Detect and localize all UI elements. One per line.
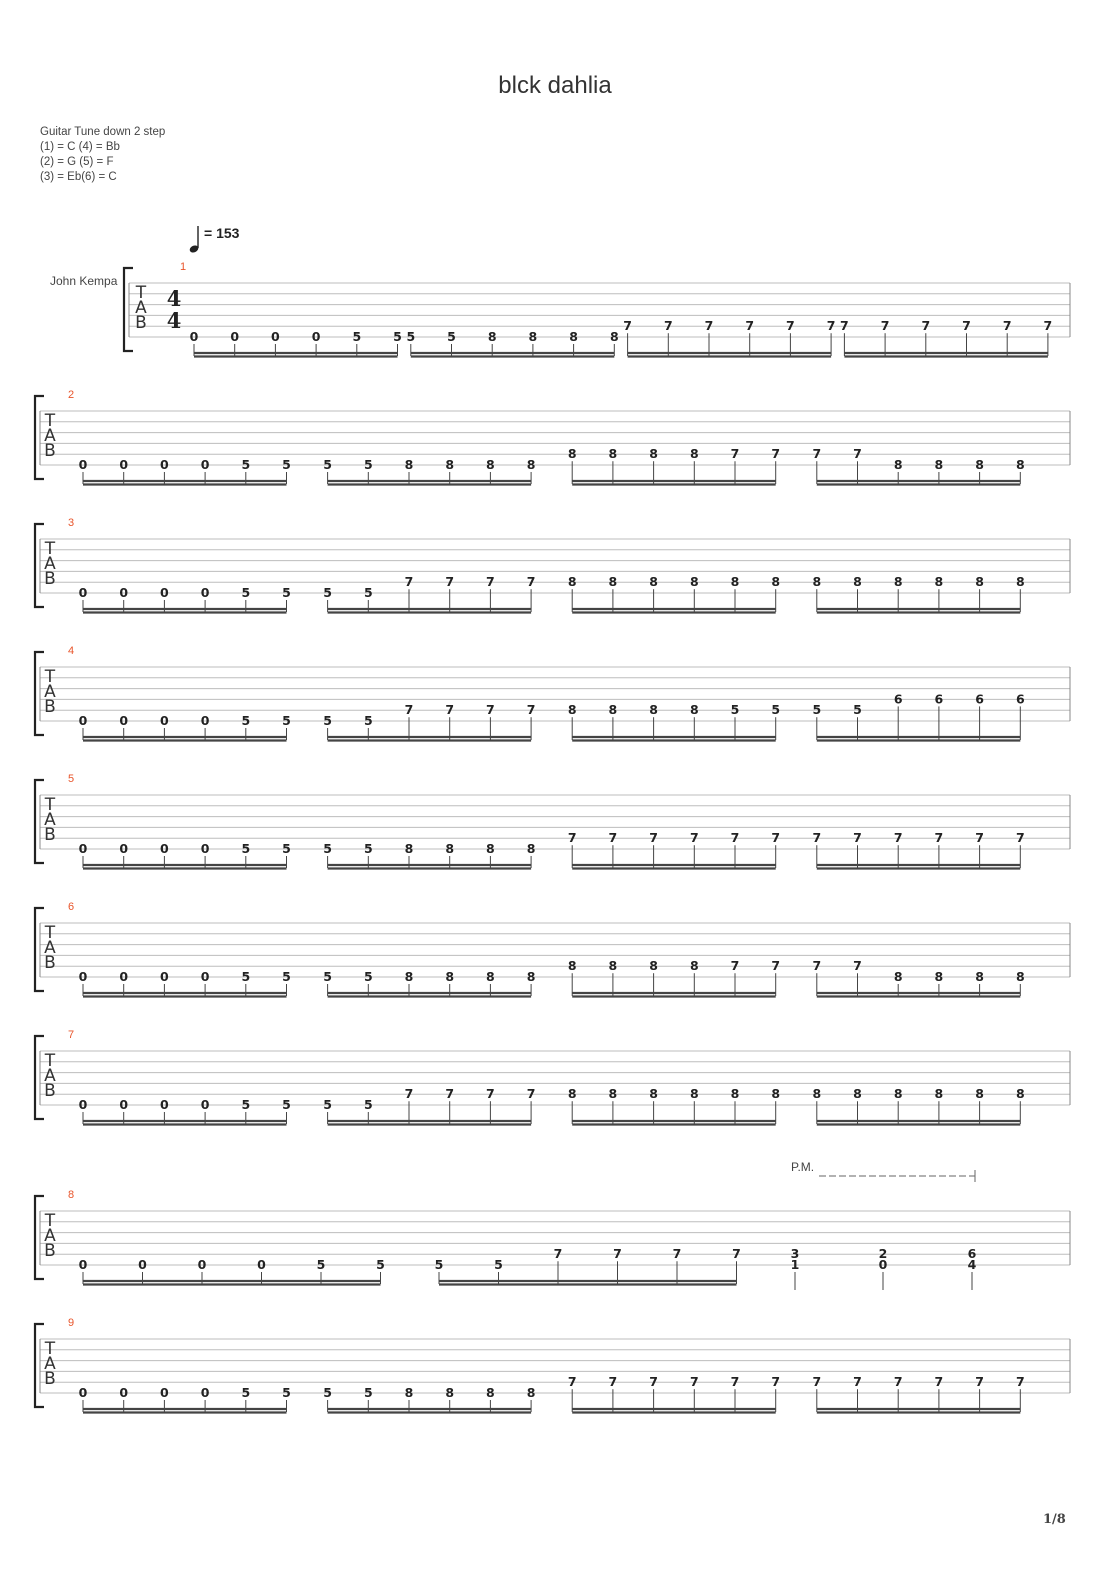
fret-number: 0 bbox=[200, 841, 210, 856]
instrument-name: John Kempa bbox=[50, 274, 118, 288]
fret-number: 7 bbox=[689, 830, 699, 846]
tab-clef-letter: A bbox=[135, 298, 147, 318]
fret-number: 7 bbox=[649, 830, 658, 846]
fret-number: 7 bbox=[1043, 318, 1053, 334]
fret-number: 5 bbox=[323, 1385, 332, 1400]
fret-number: 8 bbox=[689, 702, 699, 718]
tab-clef-letter: A bbox=[44, 1354, 56, 1374]
tab-clef-letter: T bbox=[44, 539, 56, 559]
fret-number: 5 bbox=[241, 585, 251, 600]
fret-number: 0 bbox=[78, 713, 88, 728]
fret-number: 8 bbox=[853, 574, 862, 590]
fret-number: 8 bbox=[893, 457, 903, 472]
fret-number: 8 bbox=[975, 574, 984, 590]
fret-number: 8 bbox=[404, 969, 414, 984]
fret-number: 7 bbox=[730, 1374, 740, 1390]
fret-number: 7 bbox=[445, 574, 455, 590]
fret-number: 7 bbox=[689, 1374, 699, 1390]
page-number: 1/8 bbox=[1043, 1512, 1066, 1527]
fret-number: 5 bbox=[323, 585, 332, 600]
fret-number: 8 bbox=[1015, 1086, 1025, 1102]
tab-system bbox=[35, 1317, 1070, 1413]
fret-number: 7 bbox=[975, 1374, 984, 1390]
fret-number: 7 bbox=[934, 830, 944, 846]
fret-number: 7 bbox=[445, 1086, 455, 1102]
fret-number: 5 bbox=[241, 457, 251, 472]
fret-number: 0 bbox=[119, 1385, 129, 1400]
fret-number: 7 bbox=[704, 318, 714, 334]
fret-number: 7 bbox=[404, 702, 414, 718]
fret-number: 8 bbox=[404, 841, 414, 856]
fret-number: 8 bbox=[812, 1086, 822, 1102]
fret-number: 0 bbox=[160, 457, 169, 472]
fret-number: 8 bbox=[567, 1086, 577, 1102]
fret-number: 5 bbox=[282, 713, 291, 728]
fret-number: 7 bbox=[853, 830, 862, 846]
fret-number: 0 bbox=[878, 1257, 888, 1272]
tuning-line: (2) = G (5) = F bbox=[40, 156, 114, 168]
fret-number: 8 bbox=[689, 958, 699, 974]
fret-number: 5 bbox=[241, 713, 251, 728]
fret-number: 8 bbox=[934, 1086, 944, 1102]
fret-number: 8 bbox=[812, 574, 822, 590]
fret-number: 5 bbox=[241, 841, 251, 856]
tab-clef-letter: A bbox=[44, 554, 56, 574]
fret-number: 8 bbox=[526, 1385, 536, 1400]
fret-number: 5 bbox=[853, 702, 862, 718]
fret-number: 7 bbox=[672, 1246, 682, 1262]
fret-number: 0 bbox=[197, 1257, 207, 1272]
fret-number: 8 bbox=[975, 1086, 984, 1102]
fret-number: 5 bbox=[323, 841, 332, 856]
fret-number: 8 bbox=[649, 1086, 658, 1102]
fret-number: 8 bbox=[486, 1385, 495, 1400]
fret-number: 8 bbox=[893, 1086, 903, 1102]
fret-number: 5 bbox=[282, 457, 291, 472]
fret-number: 7 bbox=[730, 958, 740, 974]
fret-number: 7 bbox=[853, 958, 862, 974]
fret-number: 5 bbox=[241, 1385, 251, 1400]
fret-number: 5 bbox=[241, 969, 251, 984]
measure-number: 7 bbox=[68, 1029, 75, 1041]
fret-number: 8 bbox=[567, 958, 577, 974]
fret-number: 0 bbox=[78, 1257, 88, 1272]
fret-number: 5 bbox=[434, 1257, 444, 1272]
fret-number: 5 bbox=[241, 1097, 251, 1112]
fret-number: 8 bbox=[569, 329, 578, 344]
fret-number: 7 bbox=[486, 702, 495, 718]
fret-number: 5 bbox=[282, 969, 291, 984]
tab-clef-letter: T bbox=[44, 667, 56, 687]
fret-number: 5 bbox=[323, 969, 332, 984]
tab-clef-letter: B bbox=[44, 697, 56, 717]
fret-number: 0 bbox=[78, 1385, 88, 1400]
fret-number: 8 bbox=[486, 457, 495, 472]
measure-number: 5 bbox=[68, 773, 75, 785]
fret-number: 8 bbox=[689, 446, 699, 462]
measure-number: 8 bbox=[68, 1189, 75, 1201]
fret-number: 8 bbox=[934, 969, 944, 984]
tab-clef-letter: B bbox=[44, 953, 56, 973]
tab-clef-letter: A bbox=[44, 810, 56, 830]
fret-number: 8 bbox=[609, 329, 619, 344]
fret-number: 5 bbox=[730, 702, 740, 718]
fret-number: 5 bbox=[363, 841, 373, 856]
fret-number: 5 bbox=[812, 702, 822, 718]
fret-number: 0 bbox=[230, 329, 240, 344]
tuning-line: (3) = Eb(6) = C bbox=[40, 171, 117, 183]
fret-number: 0 bbox=[119, 585, 129, 600]
fret-number: 7 bbox=[745, 318, 755, 334]
fret-number: 0 bbox=[200, 457, 210, 472]
fret-number: 0 bbox=[119, 457, 129, 472]
fret-number: 8 bbox=[487, 329, 497, 344]
fret-number: 8 bbox=[445, 457, 455, 472]
tab-clef-letter: A bbox=[44, 426, 56, 446]
fret-number: 0 bbox=[200, 1097, 210, 1112]
fret-number: 5 bbox=[494, 1257, 503, 1272]
fret-number: 7 bbox=[812, 1374, 822, 1390]
fret-number: 7 bbox=[880, 318, 890, 334]
tab-clef-letter: A bbox=[44, 1066, 56, 1086]
fret-number: 0 bbox=[78, 585, 88, 600]
fret-number: 7 bbox=[771, 958, 781, 974]
fret-number: 8 bbox=[445, 1385, 455, 1400]
tuning-line: (1) = C (4) = Bb bbox=[40, 141, 120, 153]
fret-number: 8 bbox=[649, 574, 658, 590]
fret-number: 5 bbox=[363, 1385, 373, 1400]
fret-number: 8 bbox=[649, 958, 658, 974]
fret-number: 5 bbox=[363, 713, 373, 728]
fret-number: 7 bbox=[445, 702, 455, 718]
fret-number: 0 bbox=[311, 329, 321, 344]
fret-number: 7 bbox=[893, 1374, 903, 1390]
fret-number: 8 bbox=[608, 574, 618, 590]
fret-number: 0 bbox=[189, 329, 199, 344]
fret-number: 0 bbox=[78, 1097, 88, 1112]
fret-number: 8 bbox=[689, 574, 699, 590]
fret-number: 8 bbox=[649, 446, 658, 462]
tab-clef-letter: B bbox=[44, 569, 56, 589]
fret-number: 7 bbox=[812, 958, 822, 974]
fret-number: 8 bbox=[730, 574, 740, 590]
fret-number: 8 bbox=[526, 969, 536, 984]
fret-number: 7 bbox=[1015, 1374, 1025, 1390]
fret-number: 6 bbox=[967, 1246, 977, 1262]
fret-number: 0 bbox=[200, 585, 210, 600]
fret-number: 7 bbox=[771, 830, 781, 846]
fret-number: 8 bbox=[404, 1385, 414, 1400]
fret-number: 0 bbox=[160, 1385, 169, 1400]
fret-number: 5 bbox=[771, 702, 781, 718]
fret-number: 8 bbox=[934, 574, 944, 590]
fret-number: 8 bbox=[445, 841, 455, 856]
tab-clef-letter: B bbox=[44, 1081, 56, 1101]
fret-number: 7 bbox=[771, 1374, 781, 1390]
fret-number: 7 bbox=[771, 446, 781, 462]
fret-number: 8 bbox=[567, 702, 577, 718]
fret-number: 7 bbox=[404, 574, 414, 590]
fret-number: 0 bbox=[119, 1097, 129, 1112]
fret-number: 8 bbox=[771, 1086, 781, 1102]
fret-number: 7 bbox=[526, 1086, 536, 1102]
fret-number: 0 bbox=[160, 713, 169, 728]
fret-number: 1 bbox=[790, 1257, 800, 1272]
fret-number: 0 bbox=[119, 841, 129, 856]
fret-number: 7 bbox=[1002, 318, 1012, 334]
fret-number: 8 bbox=[608, 446, 618, 462]
fret-number: 8 bbox=[1015, 574, 1025, 590]
fret-number: 8 bbox=[445, 969, 455, 984]
fret-number: 8 bbox=[608, 958, 618, 974]
tab-system bbox=[35, 1029, 1070, 1125]
fret-number: 7 bbox=[893, 830, 903, 846]
fret-number: 7 bbox=[826, 318, 836, 334]
fret-number: 0 bbox=[78, 841, 88, 856]
fret-number: 7 bbox=[732, 1246, 741, 1262]
fret-number: 5 bbox=[323, 1097, 332, 1112]
fret-number: 7 bbox=[840, 318, 849, 334]
fret-number: 5 bbox=[363, 457, 373, 472]
fret-number: 8 bbox=[526, 841, 536, 856]
tab-system bbox=[35, 1189, 1070, 1290]
tab-clef-letter: T bbox=[44, 795, 56, 815]
fret-number: 8 bbox=[1015, 969, 1025, 984]
fret-number: 8 bbox=[567, 574, 577, 590]
fret-number: 0 bbox=[257, 1257, 266, 1272]
fret-number: 8 bbox=[608, 702, 618, 718]
tab-clef-letter: T bbox=[44, 1339, 56, 1359]
fret-number: 7 bbox=[663, 318, 673, 334]
measure-number: 6 bbox=[68, 901, 75, 913]
fret-number: 8 bbox=[608, 1086, 618, 1102]
fret-number: 4 bbox=[967, 1257, 977, 1272]
fret-number: 0 bbox=[271, 329, 280, 344]
tab-system bbox=[35, 901, 1070, 997]
fret-number: 7 bbox=[649, 1374, 658, 1390]
tempo-value: = 153 bbox=[204, 225, 240, 241]
fret-number: 5 bbox=[282, 841, 291, 856]
fret-number: 8 bbox=[528, 329, 538, 344]
fret-number: 7 bbox=[623, 318, 632, 334]
tab-system bbox=[35, 389, 1070, 485]
fret-number: 7 bbox=[853, 1374, 862, 1390]
fret-number: 8 bbox=[934, 457, 944, 472]
fret-number: 7 bbox=[975, 830, 984, 846]
tab-clef-letter: A bbox=[44, 938, 56, 958]
fret-number: 0 bbox=[78, 969, 88, 984]
fret-number: 7 bbox=[486, 574, 495, 590]
tab-clef-letter: B bbox=[44, 441, 56, 461]
fret-number: 7 bbox=[730, 830, 740, 846]
tab-clef-letter: A bbox=[44, 1226, 56, 1246]
fret-number: 8 bbox=[853, 1086, 862, 1102]
palm-mute-label: P.M. bbox=[791, 1160, 815, 1174]
fret-number: 8 bbox=[486, 841, 495, 856]
fret-number: 7 bbox=[812, 830, 822, 846]
fret-number: 7 bbox=[553, 1246, 563, 1262]
fret-number: 8 bbox=[486, 969, 495, 984]
fret-number: 5 bbox=[447, 329, 456, 344]
fret-number: 6 bbox=[893, 691, 903, 707]
fret-number: 7 bbox=[962, 318, 971, 334]
fret-number: 7 bbox=[608, 830, 618, 846]
fret-number: 0 bbox=[160, 1097, 169, 1112]
fret-number: 8 bbox=[893, 969, 903, 984]
tab-clef-letter: T bbox=[44, 1211, 56, 1231]
fret-number: 0 bbox=[160, 841, 169, 856]
fret-number: 5 bbox=[323, 713, 332, 728]
fret-number: 2 bbox=[878, 1246, 888, 1262]
fret-number: 8 bbox=[730, 1086, 740, 1102]
fret-number: 8 bbox=[689, 1086, 699, 1102]
fret-number: 7 bbox=[608, 1374, 618, 1390]
fret-number: 8 bbox=[1015, 457, 1025, 472]
fret-number: 8 bbox=[975, 969, 984, 984]
fret-number: 5 bbox=[282, 1097, 291, 1112]
tab-clef-letter: B bbox=[44, 1369, 56, 1389]
fret-number: 7 bbox=[853, 446, 862, 462]
fret-number: 0 bbox=[119, 713, 129, 728]
fret-number: 8 bbox=[893, 574, 903, 590]
fret-number: 6 bbox=[975, 691, 984, 707]
fret-number: 7 bbox=[526, 574, 536, 590]
tab-system bbox=[35, 645, 1070, 741]
measure-number: 9 bbox=[68, 1317, 75, 1329]
fret-number: 6 bbox=[1015, 691, 1025, 707]
measure-number: 2 bbox=[68, 389, 75, 401]
fret-number: 0 bbox=[200, 969, 210, 984]
fret-number: 7 bbox=[567, 830, 577, 846]
fret-number: 5 bbox=[282, 1385, 291, 1400]
fret-number: 5 bbox=[352, 329, 362, 344]
song-title: blck dahlia bbox=[498, 72, 612, 99]
fret-number: 5 bbox=[323, 457, 332, 472]
time-signature-bottom: 4 bbox=[166, 308, 182, 333]
fret-number: 8 bbox=[526, 457, 536, 472]
fret-number: 0 bbox=[160, 969, 169, 984]
fret-number: 7 bbox=[404, 1086, 414, 1102]
fret-number: 7 bbox=[786, 318, 795, 334]
fret-number: 5 bbox=[316, 1257, 326, 1272]
fret-number: 7 bbox=[613, 1246, 622, 1262]
fret-number: 5 bbox=[363, 969, 373, 984]
fret-number: 7 bbox=[567, 1374, 577, 1390]
fret-number: 7 bbox=[486, 1086, 495, 1102]
tab-clef-letter: T bbox=[44, 923, 56, 943]
tab-clef-letter: T bbox=[44, 1051, 56, 1071]
fret-number: 7 bbox=[812, 446, 822, 462]
fret-number: 5 bbox=[406, 329, 416, 344]
tab-clef-letter: T bbox=[135, 283, 147, 303]
fret-number: 6 bbox=[934, 691, 944, 707]
fret-number: 7 bbox=[526, 702, 536, 718]
fret-number: 7 bbox=[1015, 830, 1025, 846]
fret-number: 5 bbox=[363, 585, 373, 600]
fret-number: 7 bbox=[934, 1374, 944, 1390]
fret-number: 8 bbox=[649, 702, 658, 718]
fret-number: 5 bbox=[282, 585, 291, 600]
tab-clef-letter: B bbox=[135, 313, 147, 333]
fret-number: 7 bbox=[921, 318, 931, 334]
fret-number: 5 bbox=[363, 1097, 373, 1112]
measure-number: 3 bbox=[68, 517, 75, 529]
fret-number: 0 bbox=[119, 969, 129, 984]
fret-number: 5 bbox=[393, 329, 402, 344]
measure-number: 4 bbox=[68, 645, 75, 657]
tab-clef-letter: B bbox=[44, 1241, 56, 1261]
fret-number: 5 bbox=[376, 1257, 385, 1272]
tab-clef-letter: T bbox=[44, 411, 56, 431]
fret-number: 0 bbox=[160, 585, 169, 600]
fret-number: 8 bbox=[771, 574, 781, 590]
fret-number: 0 bbox=[200, 1385, 210, 1400]
time-signature-top: 4 bbox=[166, 286, 182, 311]
fret-number: 0 bbox=[200, 713, 210, 728]
tab-clef-letter: A bbox=[44, 682, 56, 702]
tab-clef-letter: B bbox=[44, 825, 56, 845]
fret-number: 7 bbox=[730, 446, 740, 462]
tab-system bbox=[124, 261, 1070, 357]
tab-system bbox=[35, 773, 1070, 869]
fret-number: 3 bbox=[790, 1246, 800, 1262]
fret-number: 8 bbox=[975, 457, 984, 472]
fret-number: 8 bbox=[567, 446, 577, 462]
fret-number: 0 bbox=[138, 1257, 147, 1272]
tuning-heading: Guitar Tune down 2 step bbox=[40, 126, 166, 138]
fret-number: 0 bbox=[78, 457, 88, 472]
fret-number: 8 bbox=[404, 457, 414, 472]
tab-system bbox=[35, 517, 1070, 613]
measure-number: 1 bbox=[180, 261, 187, 273]
